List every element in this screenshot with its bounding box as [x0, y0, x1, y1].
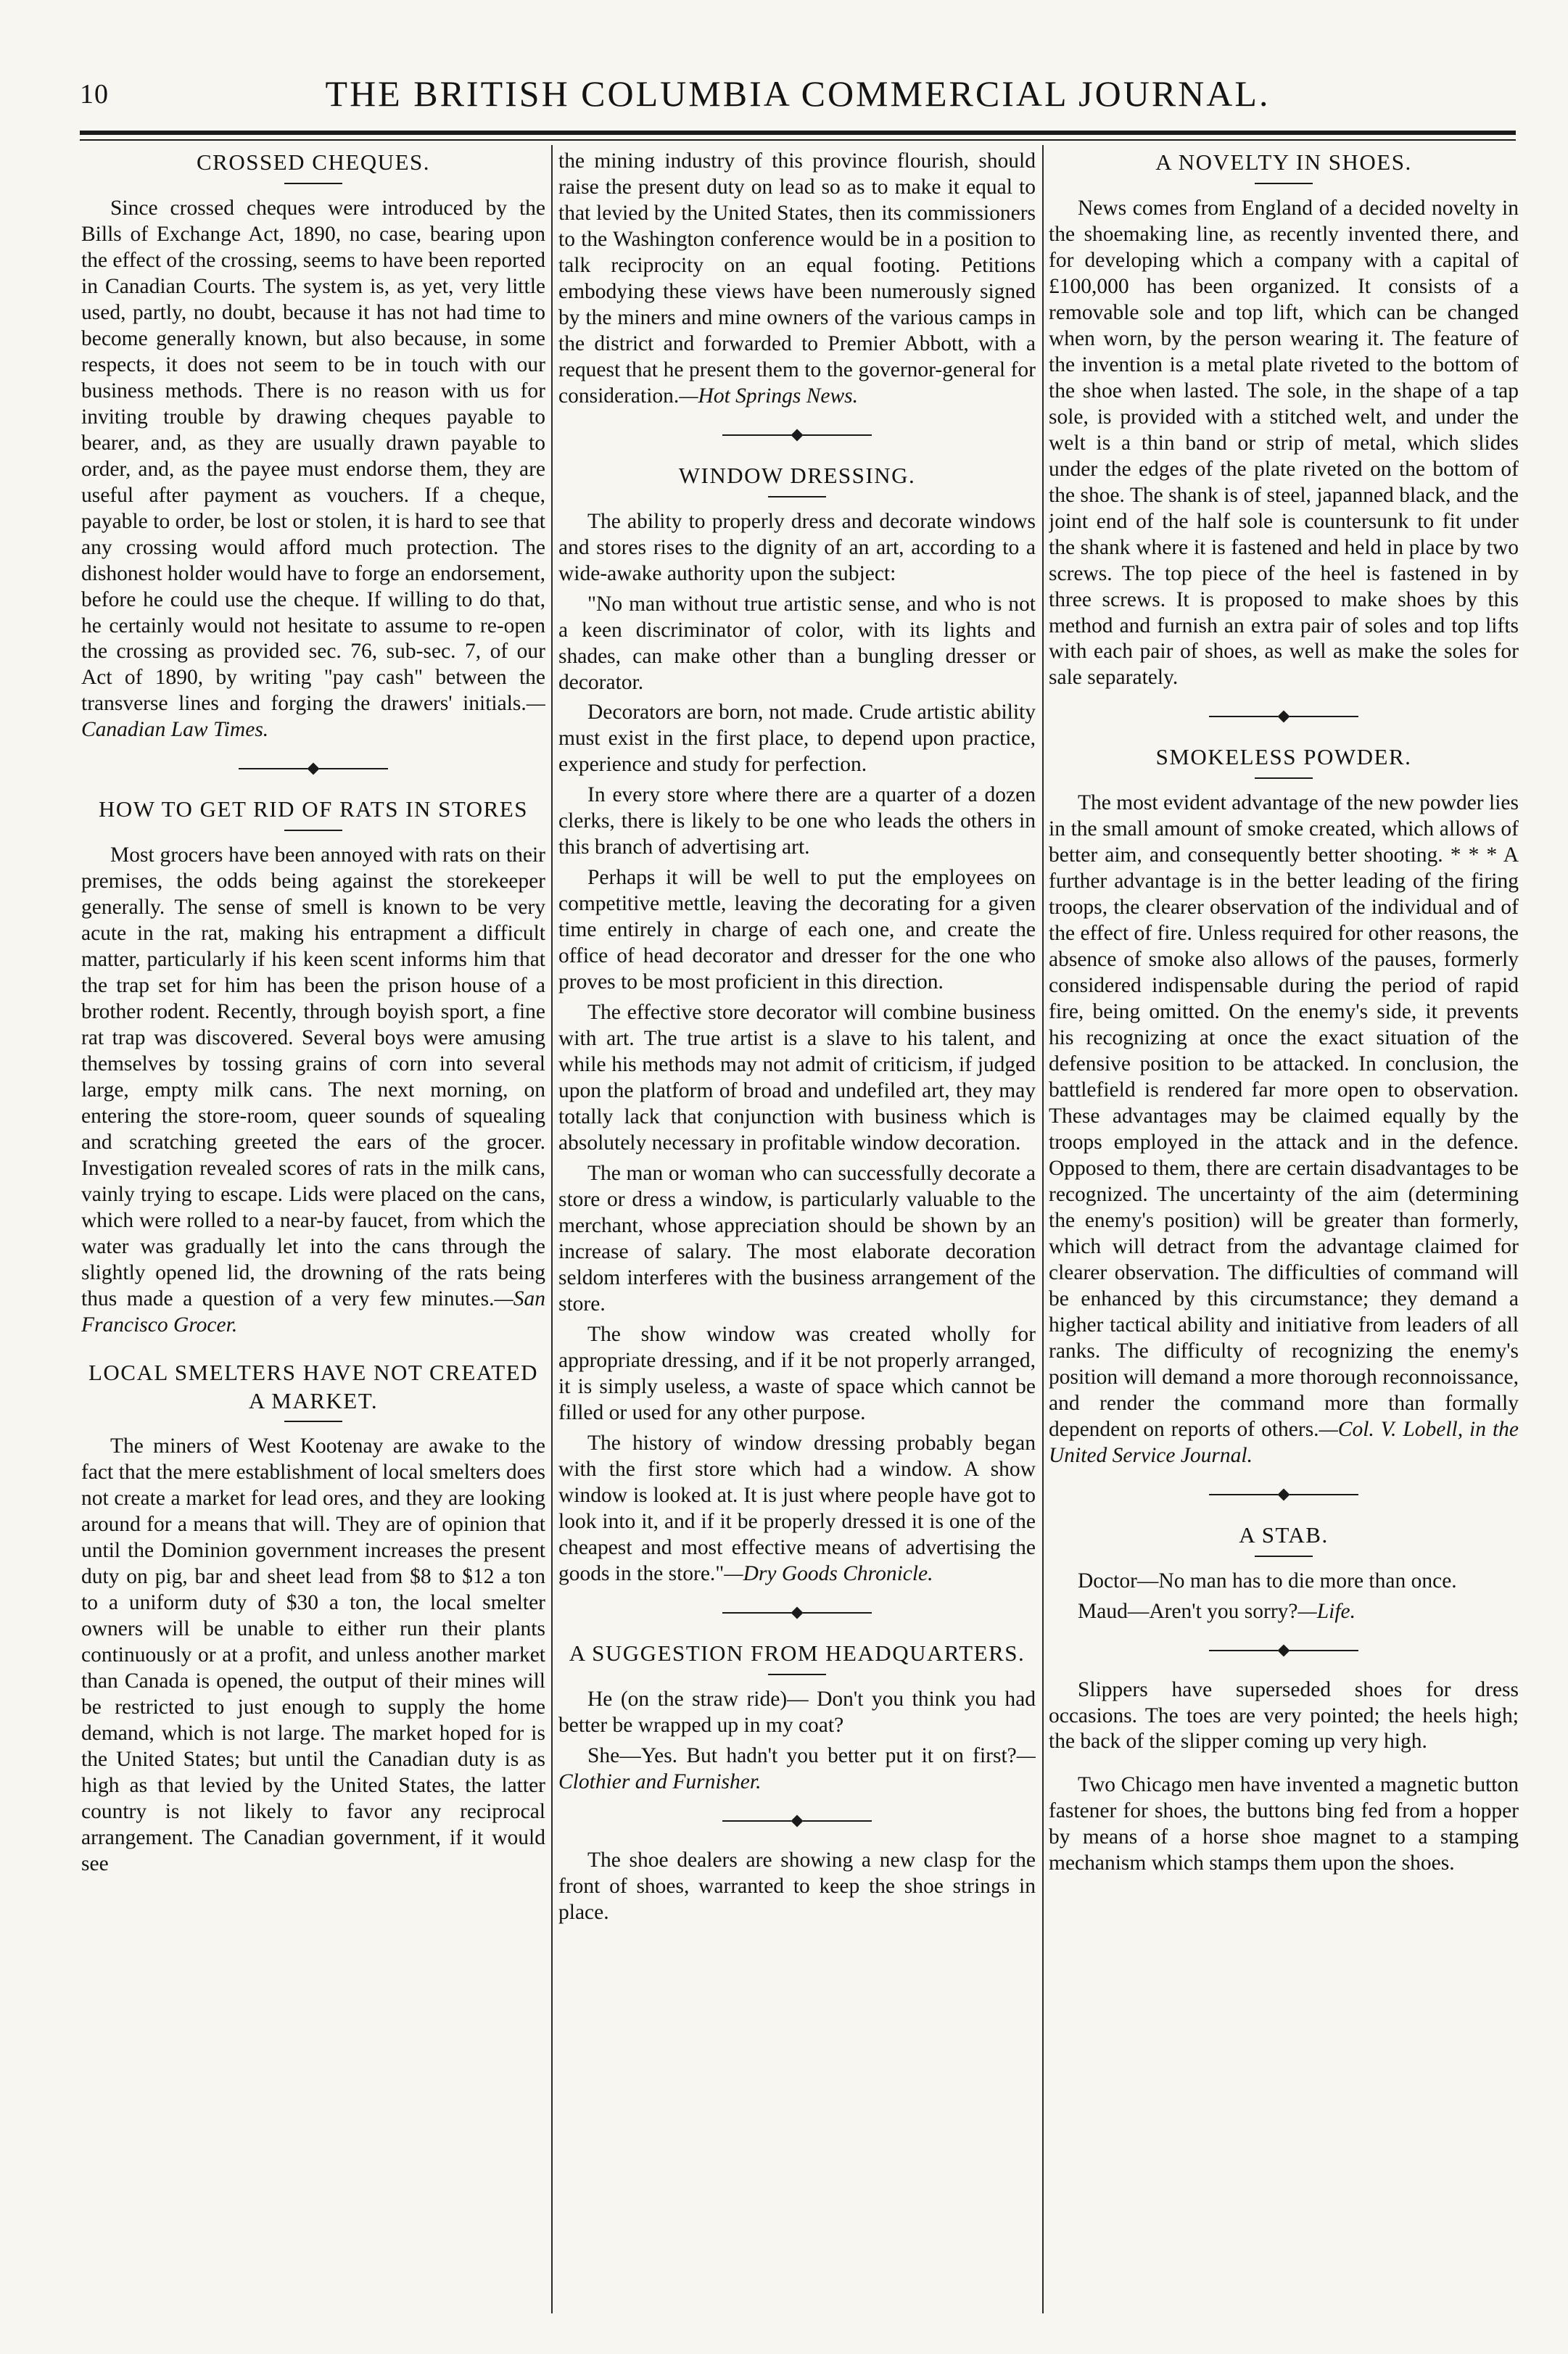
section-divider [81, 764, 545, 774]
article-title: A SUGGESTION FROM HEADQUARTERS. [569, 1640, 1026, 1666]
article-slippers [1049, 1677, 1519, 1756]
divider-line [1290, 1650, 1358, 1651]
article-paragraph: The ability to properly dress and decorate windows and stores rises to the dignity of an art, according to a wide-awake authority upon the subject: [558, 509, 1036, 585]
column-divider [1042, 145, 1044, 2313]
article-magnetic-button-fastener [1049, 1772, 1519, 1877]
column-1 [81, 149, 545, 2321]
paragraph-text: The history of window dressing probably began with the first store which had a window. A show window is looked at. It is just where people have got to look into it, and if it be properly dressed it is one of the cheapest and most effective means of advertising the goods in the store." [558, 1432, 1036, 1585]
article-source: —San Francisco Grocer. [81, 1287, 545, 1337]
article-local-smelters-continued [558, 149, 1036, 410]
article-window-dressing [558, 462, 1036, 1587]
column-2 [558, 149, 1036, 2321]
divider-line [1290, 716, 1358, 717]
article-paragraph: The miners of West Kootenay are awake to the fact that the mere establishment of local smelters does not create a market for lead ores, and they are looking around for a means that will. They are of opinion that until the Dominion government increases the present duty on pig, bar and sheet lead from $8 to $12 a ton to a uniform duty of $30 a ton, the local smelter owners will be unable to either run their plants continuously or at a profit, and unless another market than Canada is opened, the output of their mines will be restricted to just enough to supply the home demand, which is not large. The market hoped for is the United States; but until the Canadian duty is as high as that levied by the United States, the latter country is not likely to favor any reciprocal arrangement. The Canadian government, if it would see [81, 1434, 545, 1876]
article-paragraph: Decorators are born, not made. Crude artistic ability must exist in the first place, to depend upon practice, experience and study for perfection. [558, 701, 1036, 777]
divider-line [319, 768, 388, 769]
article-shoe-clasp [558, 1848, 1036, 1926]
article-paragraph: The effective store decorator will combine business with art. The true artist is a slave to his talent, and while his methods may not admit of criticism, if judged upon the platform of broad and undefiled art, they may totally lack that conjunction with business which is absolutely necessary in profitable window decoration. [558, 1001, 1036, 1155]
divider-line [1209, 1494, 1278, 1495]
title-rule [768, 496, 826, 497]
title-rule [1255, 1556, 1313, 1557]
article-title: WINDOW DRESSING. [678, 462, 916, 488]
article-paragraph: The show window was created wholly for appropriate dressing, and if it be not properly arranged, it is simply useless, a waste of space which cannot be filled or used for any other purpose. [558, 1323, 1036, 1425]
article-paragraph [1049, 1599, 1519, 1625]
article-title: LOCAL SMELTERS HAVE NOT CREATED A MARKET. [88, 1359, 539, 1413]
article-source: —Hot Springs News. [679, 384, 859, 408]
title-rule [1255, 183, 1313, 184]
header-rule-thick [80, 131, 1516, 135]
article-crossed-cheques [81, 149, 545, 743]
article-source: —Canadian Law Times. [81, 692, 545, 742]
divider-diamond [791, 1814, 804, 1827]
title-rule [768, 1674, 826, 1675]
article-a-stab [1049, 1521, 1519, 1625]
article-paragraph: News comes from England of a decided novelty in the shoemaking line, as recently invented there, and for developing which a company with a capital of £100,000 has been organized. It consists of a removable sole and top lift, which can be changed when worn, by the person wearing it. The feature of the invention is a metal plate riveted to the bottom of the shoe when lasted. The sole, in the shape of a tap sole, is provided with a stitched welt, and under the welt is a thin band or strip of metal, which slides under the edges of the plate riveted on the bottom of the shoe. The shank is of steel, japanned black, and the joint end of the half sole is countersunk to fit under the shank where it is fastened and held in place by two screws. The top piece of the heel is fastened in by three screws. It is proposed to make shoes by this method and furnish an extra pair of soles and top lifts with each pair of shoes, as well as make the soles for sale separately. [1049, 196, 1519, 690]
paragraph-text: the mining industry of this province flourish, should raise the present duty on lead so as to make it equal to that levied by the United States, then its commissioners to the Washington conference would be in a position to talk reciprocity on an equal footing. Petitions embodying these views have been numerously signed by the miners and mine owners of the various camps in the district and forwarded to Premier Abbott, with a request that he present them to the governor-general for consideration. [558, 149, 1036, 408]
article-title: CROSSED CHEQUES. [197, 149, 430, 175]
article-paragraph: The man or woman who can successfully decorate a store or dress a window, is particularly valuable to the merchant, whose appreciation should be shown by an increase of salary. The most elaborate decoration seldom interferes with the business arrangement of the store. [558, 1162, 1036, 1316]
section-divider [1049, 1645, 1519, 1656]
article-rats-in-stores [81, 796, 545, 1338]
paragraph-text: Most grocers have been annoyed with rats on their premises, the odds being against the storekeeper generally. The sense of smell is known to be very acute in the rat, making his entrapment a difficult matter, particularly if his keen scent informs him that the trap set for him has been the prison house of a brother rodent. Recently, through boyish sport, a fine rat trap was discovered. Several boys were amusing themselves by tossing grains of corn into several large, empty milk cans. The next morning, on entering the store-room, queer sounds of squealing and scratching greeted the ears of the grocer. Investigation revealed scores of rats in the milk cans, vainly trying to escape. Lids were placed on the cans, which were rolled to a near-by faucet, from which the water was gradually let into the cans through the slightly opened lid, the drowning of the rats being thus made a question of a very few minutes. [81, 843, 545, 1310]
article-source: —Dry Goods Chronicle. [724, 1561, 933, 1585]
paragraph-text: Since crossed cheques were introduced by the Bills of Exchange Act, 1890, no case, bearing upon the effect of the crossing, seems to have been reported in Canadian Courts. The system is, as yet, very little used, partly, no doubt, because it has not had time to become generally known, but also because, in some respects, it does not seem to be in touch with our business methods. There is no reason with us for inviting trouble by drawing cheques payable to bearer, and, as they are usually drawn payable to order, and, as the payee must endorse them, they are useful after payment as vouchers. If a cheque, payable to order, be lost or stolen, it is hard to see that any crossing would afford much protection. The dishonest holder would have to forge an endorsement, before he could use the cheque. If willing to do that, he certainly would not hesitate to assume to re-open the crossing as provided sec. 76, sub-sec. 7, of our Act of 1890, by writing "pay cash" between the transverse lines and forging the drawers' initials. [81, 196, 545, 716]
article-paragraph [558, 149, 1036, 410]
column-divider [551, 145, 553, 2313]
article-paragraph: He (on the straw ride)— Don't you think you had better be wrapped up in my coat? [558, 1687, 1036, 1737]
article-paragraph [81, 843, 545, 1339]
paragraph-text: Maud—Aren't you sorry? [1078, 1599, 1298, 1623]
divider-line [1209, 1650, 1278, 1651]
title-rule [284, 183, 342, 184]
article-paragraph: "No man without true artistic sense, and who is not a keen discriminator of color, with its lights and shades, can make other than a bungling dresser or decorator. [558, 592, 1036, 694]
article-paragraph: In every store where there are a quarter of a dozen clerks, there is likely to be one who leads the others in this branch of advertising art. [558, 783, 1036, 859]
section-divider [1049, 1490, 1519, 1500]
divider-line [722, 434, 791, 436]
article-novelty-in-shoes [1049, 149, 1519, 691]
article-source: —Clothier and Furnisher. [558, 1743, 1036, 1793]
divider-line [803, 434, 872, 436]
article-title: SMOKELESS POWDER. [1155, 744, 1412, 770]
section-divider [558, 430, 1036, 440]
divider-diamond [308, 763, 320, 775]
divider-line [803, 1820, 872, 1822]
paragraph-text: She—Yes. But hadn't you better put it on first? [587, 1743, 1017, 1767]
divider-diamond [1278, 1488, 1290, 1500]
section-divider [558, 1608, 1036, 1618]
divider-diamond [1278, 711, 1290, 723]
column-3 [1049, 149, 1519, 2321]
section-divider [558, 1816, 1036, 1826]
divider-line [722, 1820, 791, 1822]
page-header [80, 73, 1516, 123]
article-paragraph: Perhaps it will be well to put the employees on competitive mettle, leaving the decorating for a given time entirely in charge of each one, and create the office of head decorator and dresser for the one who proves to be most proficient in this direction. [558, 866, 1036, 994]
article-paragraph [1049, 790, 1519, 1469]
section-divider [1049, 711, 1519, 722]
divider-diamond [791, 429, 804, 441]
article-title: A STAB. [1239, 1521, 1329, 1548]
article-paragraph: Slippers have superseded shoes for dress occasions. The toes are very pointed; the heels high; the back of the slipper coming up very high. [1049, 1677, 1519, 1754]
article-paragraph [558, 1431, 1036, 1587]
title-rule [284, 1421, 342, 1422]
journal-title: THE BRITISH COLUMBIA COMMERCIAL JOURNAL. [325, 73, 1271, 114]
article-source: —Col. V. Lobell, in the United Service Journal. [1049, 1417, 1519, 1467]
article-title: HOW TO GET RID OF RATS IN STORES [98, 796, 528, 822]
divider-line [239, 768, 308, 769]
article-local-smelters [81, 1359, 545, 1878]
article-paragraph [81, 196, 545, 744]
divider-line [1209, 716, 1278, 717]
article-title: A NOVELTY IN SHOES. [1155, 149, 1412, 175]
article-paragraph: Two Chicago men have invented a magnetic button fastener for shoes, the buttons bing fed from a hopper by means of a horse shoe magnet to a stamping mechanism which stamps them upon the shoes. [1049, 1773, 1519, 1875]
page-number: 10 [80, 79, 109, 110]
divider-line [1290, 1494, 1358, 1495]
divider-diamond [1278, 1644, 1290, 1656]
title-rule [284, 830, 342, 831]
article-paragraph [558, 1743, 1036, 1796]
divider-diamond [791, 1606, 804, 1619]
article-suggestion-from-headquarters [558, 1640, 1036, 1796]
article-paragraph: The shoe dealers are showing a new clasp for the front of shoes, warranted to keep the shoe strings in place. [558, 1848, 1036, 1924]
paragraph-text: The most evident advantage of the new powder lies in the small amount of smoke created, which allows of better aim, and consequently better shooting. * * * A further advantage is in the better leading of the firing troops, the clearer observation of the individual and of the effect of fire. Unless required for other reasons, the absence of smoke also allows of the pauses, formerly considered indispensable during the period of rapid fire, being omitted. On the enemy's side, it prevents his recognizing at once the exact situation of the defensive position to be attacked. In conclusion, the battlefield is rendered far more open to observation. These advantages may be claimed equally by the troops employed in the attack and in the defence. Opposed to them, there are certain disadvantages to be recognized. The uncertainty of the aim (determining the enemy's position) will be greater than formerly, which will detract from the advantage claimed for clearer observation. The difficulties of command will be enhanced by this circumstance; they demand a higher tactical ability and initiative from leaders of all ranks. The difficulty of recognizing the enemy's position will demand a more thorough reconnoissance, and render the command more than formally dependent on reports of others. [1049, 791, 1519, 1441]
divider-line [722, 1612, 791, 1614]
title-rule [1255, 777, 1313, 779]
article-source: —Life. [1297, 1599, 1356, 1623]
divider-line [803, 1612, 872, 1614]
article-paragraph: Doctor—No man has to die more than once. [1078, 1569, 1457, 1593]
article-smokeless-powder [1049, 743, 1519, 1469]
header-rule-thin [80, 139, 1516, 141]
